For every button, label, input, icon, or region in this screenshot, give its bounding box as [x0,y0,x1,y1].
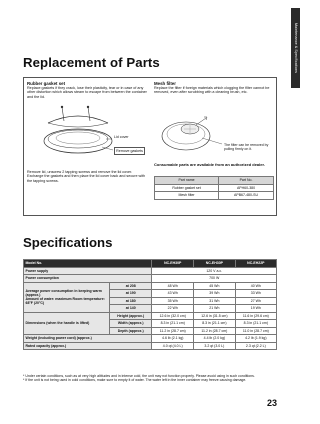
weight-label: Weight (including power cord) (approx.) [24,335,152,343]
lid-cover-label: Lid cover [114,135,129,139]
rubber-gasket-section [27,81,149,99]
specifications-table [23,259,277,350]
table-row [155,184,274,192]
power-consumption-label: Power consumption [24,275,152,283]
power-consumption-value: 700 W [152,275,277,283]
table-row [24,267,277,275]
footnote: * If the unit is not being used in cold conditions, make sure to empty it of water. The water left in the inner container may freeze causing damage. [23,378,247,383]
part-number: APB67-480-SU [219,192,274,200]
ambient-note: Amount of water: maximum Room temperature: 68°F (20°C) [25,297,105,306]
model-label: Model No. [24,260,152,268]
remove-gaskets-button: Remove gaskets [114,147,145,155]
table-row [155,192,274,200]
section-side-tab [291,8,300,88]
consumable-note: Consumable parts are available from an authorized dealer. [154,162,265,167]
avg-power-label: Average power consumption in keeping warm (approx.) Amount of water: maximum Room temperature: 68°F (20°C) [24,282,110,312]
table-row: Width (approx.) 8.3 in (21.1 cm) 8.3 in (21.1 cm) 8.3 in (21.1 cm) [24,320,277,328]
temperature-label: at 190 [110,290,152,298]
temperature-label: at 140 [110,305,152,313]
mesh-filter-heading: Mesh filter [154,81,176,86]
table-row: Weight (including power cord) (approx.) 4.6 lb (2.1 kg) 4.4 lb (2.0 kg) 4.2 lb (1.9 kg) [24,335,277,343]
capacity-label: Rated capacity (approx.) [24,342,152,350]
model-header: NC-EH22P [235,260,276,268]
table-row: Rated capacity (approx.) 4.0 qt (4.0 L) 3.2 qt (3.0 L) 2.3 qt (2.2 L) [24,342,277,350]
specifications-title: Specifications [23,235,113,250]
table-row: Average power consumption in keeping warm (approx.) Amount of water: maximum Room temperature: 68°F (20°C) at 208 48 Wh 45 Wh 40 Wh [24,282,277,290]
table-row: Dimensions (when the handle is lifted) Height (approx.) 12.6 in (32.0 cm) 12.6 in (31.5 cm) 11.6 in (29.6 cm) [24,312,277,320]
table-row: at 180 35 Wh 31 Wh 27 Wh [24,297,277,305]
table-row: Depth (approx.) 11.2 in (28.7 cm) 11.2 in (28.7 cm) 11.0 in (28.7 cm) [24,327,277,335]
model-header: NC-EH30P [194,260,236,268]
part-name: Rubber gasket set [155,184,219,192]
mesh-filter-caption: The filter can be removed by pulling firmly on it. [224,143,269,151]
part-name: Mesh filter [155,192,219,200]
part-number: APH60-380 [219,184,274,192]
rubber-gasket-heading: Rubber gasket set [27,81,66,86]
lid-cover-diagram [26,103,146,165]
table-row: at 140 22 Wh 21 Wh 19 Wh [24,305,277,313]
footnote: * Under certain conditions, such as at very high altitudes and in intense cold, the unit may not function properly. Please avoid using in such conditions. [23,374,255,378]
temperature-label: at 180 [110,297,152,305]
mesh-filter-section [154,81,274,95]
page-title: Replacement of Parts [23,55,160,70]
page-number: 23 [267,398,278,408]
power-supply-value: 120 V a.c. [152,267,277,275]
parts-table [154,176,274,200]
dimension-label: Width (approx.) [110,320,152,328]
dimension-label: Depth (approx.) [110,327,152,335]
footnotes [23,374,277,382]
dimensions-label: Dimensions (when the handle is lifted) [24,312,110,335]
temperature-label: at 208 [110,282,152,290]
table-row: at 190 43 Wh 39 Wh 33 Wh [24,290,277,298]
table-row [24,275,277,283]
power-supply-label: Power supply [24,267,152,275]
replacement-parts-box [23,77,277,216]
parts-table-header: Part name [155,177,219,185]
parts-table-header: Part No. [219,177,274,185]
dimension-label: Height (approx.) [110,312,152,320]
remove-lid-instructions: Remove lid, unscrew 2 tapping screws and remove the lid cover. Exchange the gaskets and then place the lid cover back and secure with the tapping screws. [27,170,146,183]
mesh-filter-text: Replace the filter if foreign materials which clogging the filter cannot be removed, even after scrubbing with a cleaning brush, etc. [154,86,270,95]
rubber-gasket-text: Replace gaskets if they crack, lose their plasticity, tear or in case of any other distortion which allows steam to escape from between the container and the lid. [27,86,147,99]
model-header: NC-EH30P [152,260,194,268]
section-side-tab-label: Maintenance & Specifications [293,23,298,73]
